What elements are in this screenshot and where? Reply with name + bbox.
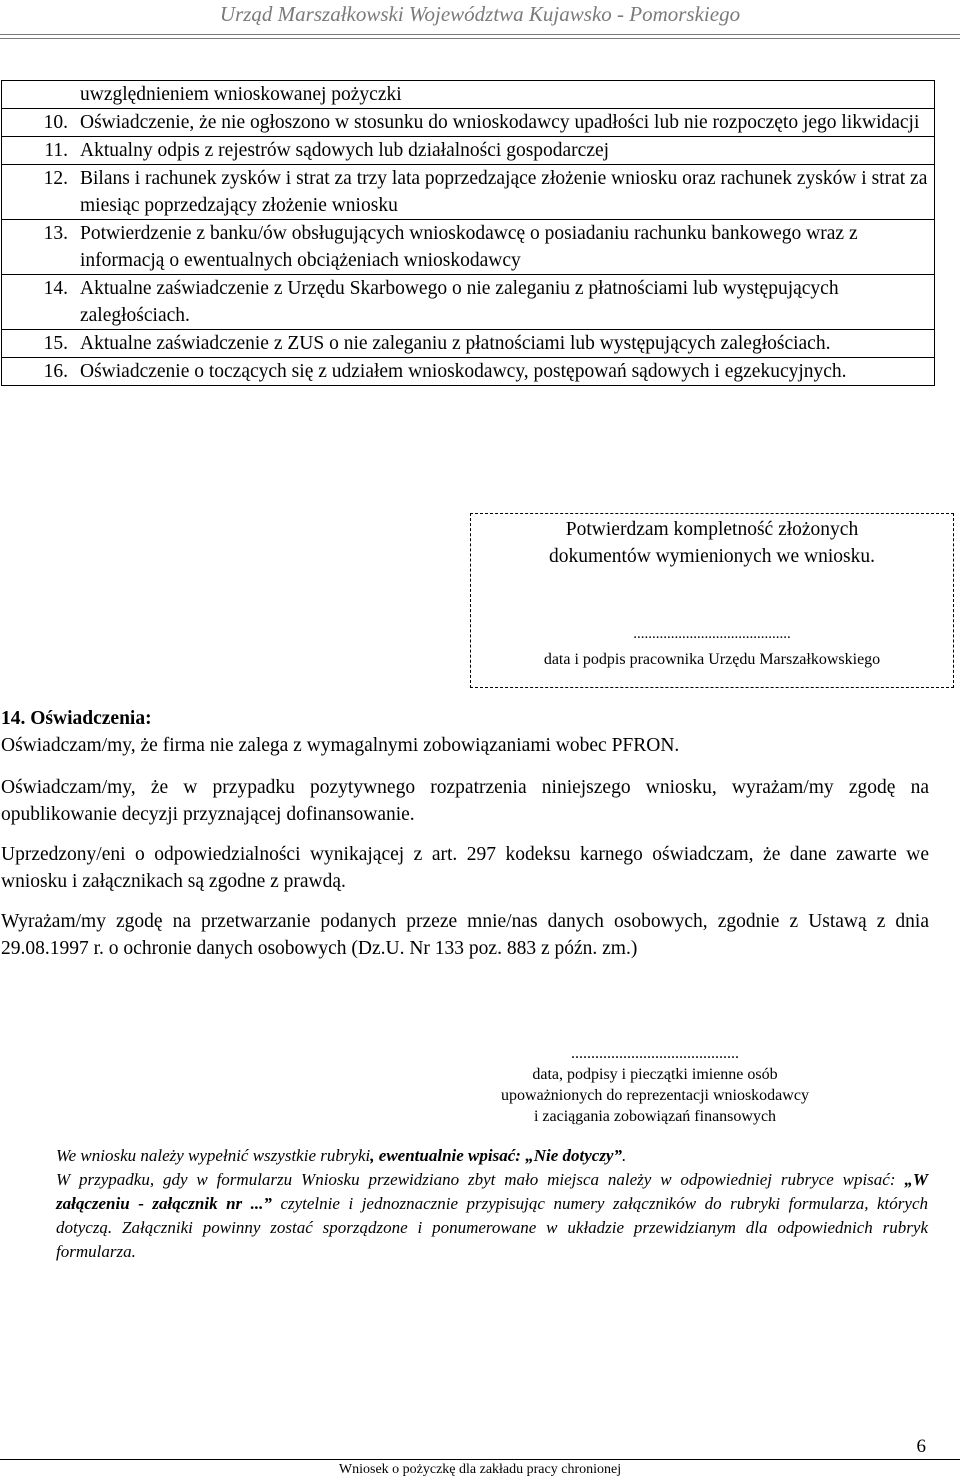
attachment-row <box>2 220 935 275</box>
statement-3-block <box>1 841 929 895</box>
note-1-text: We wniosku należy wypełnić wszystkie rubryki <box>56 1146 371 1165</box>
attachment-text: Oświadczenie, że nie ogłoszono w stosunku do wnioskodawcy upadłości lub nie rozpoczęto jego likwidacji <box>80 109 935 137</box>
header-rule-double <box>0 38 960 39</box>
signature-line-1: data, podpisy i pieczątki imienne osób <box>532 1066 778 1083</box>
confirmation-text <box>471 516 953 570</box>
statements-section <box>1 705 929 759</box>
attachment-text: Potwierdzenie z banku/ów obsługujących wnioskodawcę o posiadaniu rachunku bankowego wraz z informacją o ewentualnych obciążeniach wnioskodawcy <box>80 220 935 275</box>
page-header: Urząd Marszałkowski Województwa Kujawsko - Pomorskiego <box>219 2 741 26</box>
confirmation-box <box>470 513 954 688</box>
note-1-end: . <box>621 1146 627 1165</box>
attachment-row <box>2 165 935 220</box>
note-2-rest: czytelnie i jednoznacznie przypisując numery załączników do rubryki formularza, których dotyczą. Załączniki powinny zostać sporządzone i ponumerowane w układzie przewidzianym dla odpowiednich rubryk formularza. <box>56 1194 928 1261</box>
signature-line-2: upoważnionych do reprezentacji wnioskodawcy <box>501 1087 809 1104</box>
attachment-number: 11. <box>2 137 81 165</box>
statement-2: Oświadczam/my, że w przypadku pozytywnego rozpatrzenia niniejszego wniosku, wyrażam/my zgodę na opublikowanie decyzji przyznającej dofinansowanie. <box>1 777 929 825</box>
attachment-number: 16. <box>2 358 81 386</box>
note-1 <box>56 1144 928 1168</box>
statement-4: Wyrażam/my zgodę na przetwarzanie podanych przeze mnie/nas danych osobowych, zgodnie z Ustawą z dnia 29.08.1997 r. o ochronie danych osobowych (Dz.U. Nr 133 poz. 883 z późn. zm.) <box>1 911 929 959</box>
attachment-row <box>2 109 935 137</box>
representatives-signature <box>470 1043 840 1127</box>
confirmation-signature-label: data i podpis pracownika Urzędu Marszałkowskiego <box>543 651 881 668</box>
attachment-number: 10. <box>2 109 81 137</box>
header-rule <box>0 34 960 35</box>
confirmation-line-1: Potwierdzam kompletność złożonych <box>565 519 859 540</box>
confirmation-line-2: dokumentów wymienionych we wniosku. <box>548 546 876 567</box>
note-2 <box>56 1168 928 1264</box>
attachment-text: Aktualne zaświadczenie z Urzędu Skarbowego o nie zaleganiu z płatnościami lub występujących zaległościach. <box>80 275 935 330</box>
attachment-number: 13. <box>2 220 81 275</box>
note-1-emph: , ewentualnie wpisać: <box>370 1146 526 1165</box>
page-number: 6 <box>916 1436 926 1457</box>
signature-line-3: i zaciągania zobowiązań finansowych <box>533 1108 777 1125</box>
attachment-text: Aktualne zaświadczenie z ZUS o nie zaleganiu z płatnościami lub występujących zaległościach. <box>80 330 935 358</box>
confirmation-dots: .......................................... <box>633 626 791 642</box>
attachment-text: Bilans i rachunek zysków i strat za trzy lata poprzedzające złożenie wniosku oraz rachunek zysków i strat za miesiąc poprzedzający złożenie wniosku <box>80 165 935 220</box>
attachment-text: Oświadczenie o toczących się z udziałem wnioskodawcy, postępowań sądowych i egzekucyjnych. <box>80 358 935 386</box>
signature-dots: .......................................... <box>571 1045 739 1062</box>
attachment-number: 12. <box>2 165 81 220</box>
note-1-quote: „Nie dotyczy” <box>525 1146 622 1165</box>
attachment-row <box>2 330 935 358</box>
attachment-number: 14. <box>2 275 81 330</box>
attachment-row <box>2 358 935 386</box>
footer-rule <box>0 1459 960 1460</box>
attachment-number: 15. <box>2 330 81 358</box>
attachments-table <box>1 80 935 386</box>
attachment-text: Aktualny odpis z rejestrów sądowych lub działalności gospodarczej <box>80 137 935 165</box>
statement-4-block <box>1 908 929 962</box>
note-2-text: W przypadku, gdy w formularzu Wniosku przewidziano zbyt mało miejsca należy w odpowiedniej rubryce wpisać: <box>56 1170 905 1189</box>
attachment-number <box>2 81 81 109</box>
attachment-row <box>2 137 935 165</box>
statement-2-block <box>1 774 929 828</box>
attachment-row <box>2 275 935 330</box>
statement-1: Oświadczam/my, że firma nie zalega z wymagalnymi zobowiązaniami wobec PFRON. <box>1 735 680 756</box>
attachment-row <box>2 81 935 109</box>
statement-3: Uprzedzony/eni o odpowiedzialności wynikającej z art. 297 kodeksu karnego oświadczam, że dane zawarte we wniosku i załącznikach są zgodne z prawdą. <box>1 844 929 892</box>
attachment-text: uwzględnieniem wnioskowanej pożyczki <box>80 81 935 109</box>
page-footer: Wniosek o pożyczkę dla zakładu pracy chronionej <box>338 1462 622 1477</box>
instructions-notes <box>56 1144 928 1264</box>
statements-title: 14. Oświadczenia: <box>1 708 152 729</box>
note-2-quote: „W załączeniu - załącznik nr ...” <box>56 1170 928 1213</box>
